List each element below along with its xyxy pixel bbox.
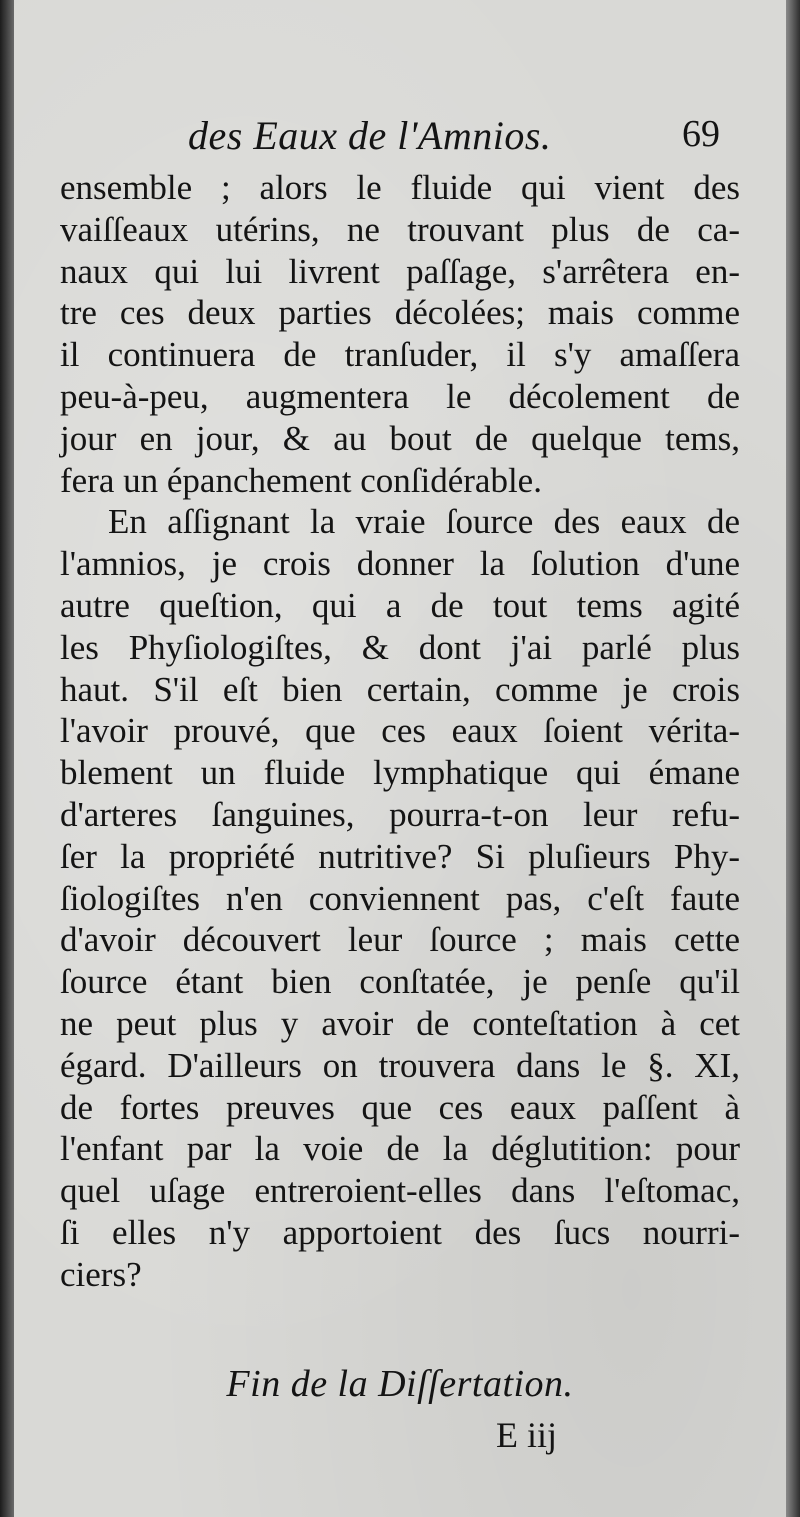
text-line: tre ces deux parties décolées; mais comme [60,293,740,333]
text-line: quel uſage entreroient-elles dans l'eſtomac, [60,1171,740,1211]
text-line: haut. S'il eſt bien certain, comme je crois [60,669,740,709]
text-line: vaiſſeaux utérins, ne trouvant plus de ca- [60,209,740,249]
book-page [14,0,786,1517]
page-edge-shadow [786,0,800,1517]
text-line: les Phyſiologiſtes, & dont j'ai parlé plus [60,627,740,667]
running-title: des Eaux de l'Amnios. [188,113,552,158]
paragraph-end-line: ciers? [60,1254,142,1294]
text-line: d'arteres ſanguines, pourra-t-on leur refu- [60,794,740,834]
text-line: d'avoir découvert leur ſource ; mais cette [60,920,740,960]
text-line: ensemble ; alors le fluide qui vient des [60,168,740,207]
page-number: 69 [682,113,720,155]
paragraph-start-line: En aſſignant la vraie ſource des eaux de [108,502,740,542]
text-line: peu-à-peu, augmentera le décolement de [60,376,740,416]
colophon: Fin de la Diſſertation. [226,1363,574,1405]
text-line: l'avoir prouvé, que ces eaux ſoient vérita- [60,711,740,751]
text-line: égard. D'ailleurs on trouvera dans le §. XI, [60,1045,740,1085]
signature-mark: E iij [496,1415,557,1455]
text-line: naux qui lui livrent paſſage, s'arrêtera en- [60,251,740,291]
text-line: autre queſtion, qui a de tout tems agité [60,585,740,625]
text-line: l'amnios, je crois donner la ſolution d'une [60,544,740,584]
body-text [60,167,740,1296]
text-line: ne peut plus y avoir de conteſtation à cet [60,1003,740,1043]
running-head [14,112,786,172]
text-line: jour en jour, & au bout de quelque tems, [60,418,740,458]
text-line: blement un fluide lymphatique qui émane [60,753,740,793]
text-line: ſer la propriété nutritive? Si pluſieurs Phy- [60,836,740,876]
text-line: il continuera de tranſuder, il s'y amaſſera [60,335,740,375]
text-line: de fortes preuves que ces eaux paſſent à [60,1087,740,1127]
page-gutter-shadow [0,0,14,1517]
paragraph-end-line: fera un épanchement conſidérable. [60,460,542,500]
text-line: ſiologiſtes n'en conviennent pas, c'eſt faute [60,878,740,918]
text-line: ſi elles n'y apportoient des ſucs nourri- [60,1212,740,1252]
text-line: l'enfant par la voie de la déglutition: pour [60,1129,740,1169]
text-line: ſource étant bien conſtatée, je penſe qu'il [60,962,740,1002]
